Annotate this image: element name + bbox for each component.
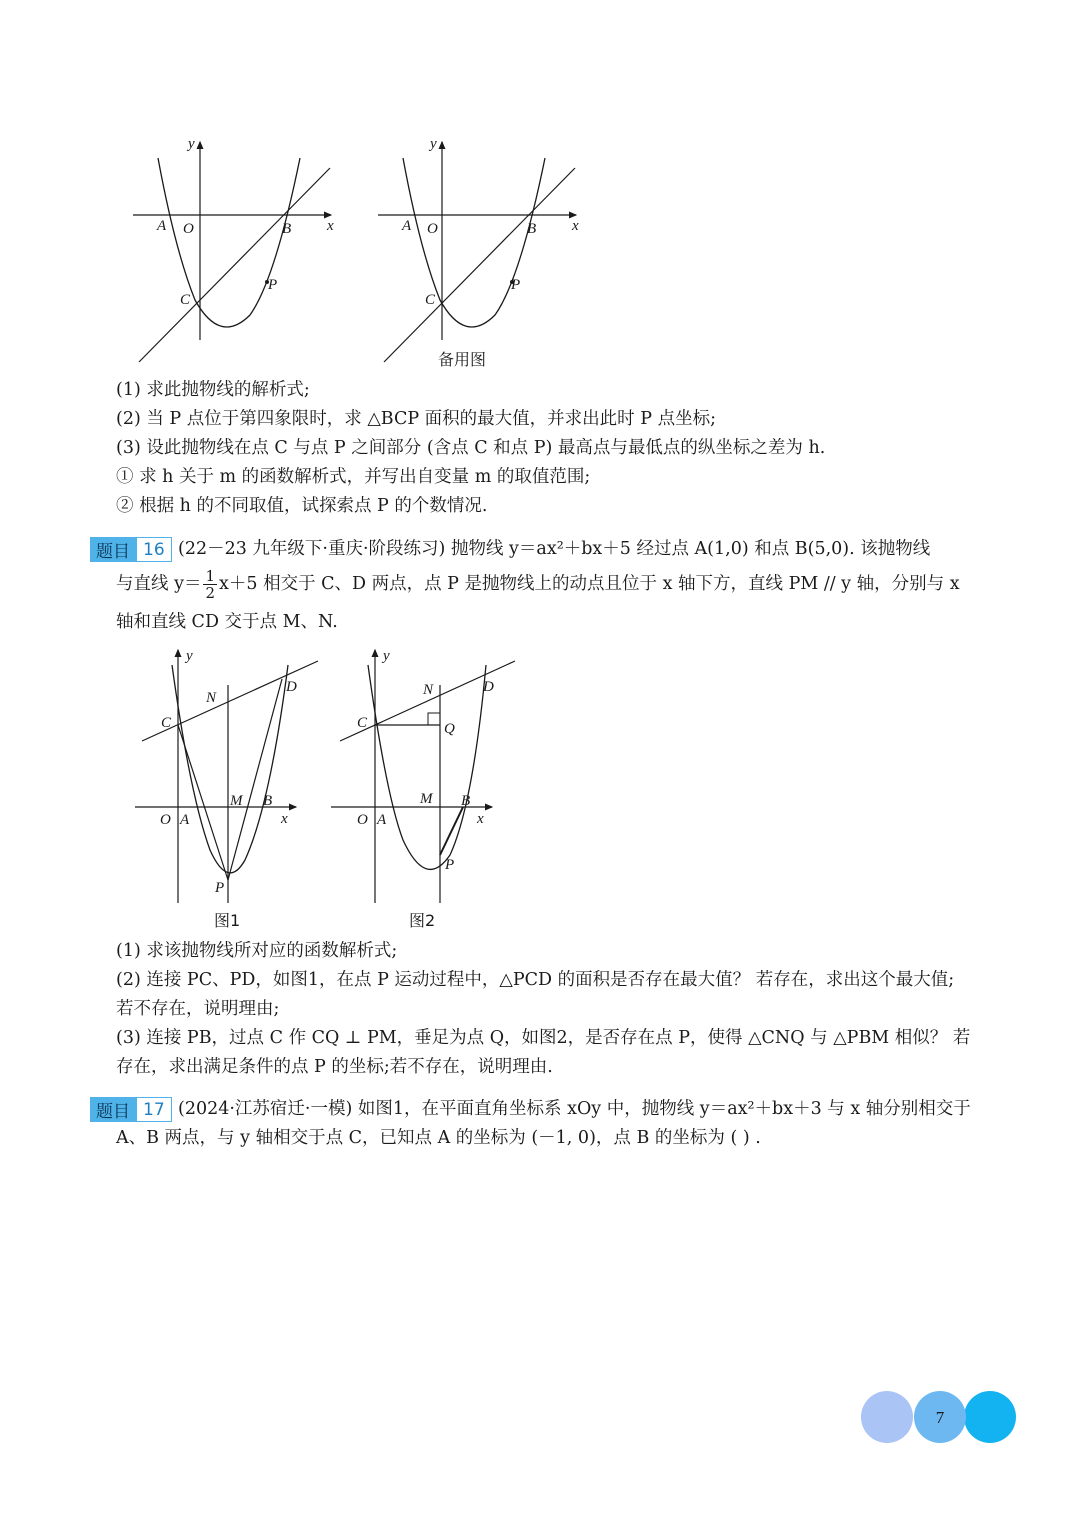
q15-item-1: (1) 求此抛物线的解析式;: [116, 380, 310, 400]
q15-item-3-1: ① 求 h 关于 m 的函数解析式，并写出自变量 m 的取值范围;: [116, 467, 591, 487]
label-P: P: [215, 880, 225, 896]
tag-number: 16: [136, 537, 172, 562]
label-Q: Q: [444, 721, 455, 737]
label-M: M: [420, 791, 433, 807]
label-P: P: [445, 857, 455, 873]
label-O: O: [427, 221, 438, 237]
label-x: x: [477, 811, 484, 827]
page-number: 7: [935, 1408, 945, 1427]
fraction-one-half: [203, 568, 217, 601]
label-D: D: [286, 679, 297, 695]
q16-item-2: (2) 连接 PC、PD，如图1，在点 P 运动过程中，△PCD 的面积是否存在最大值？ 若存在，求出这个最大值;: [116, 970, 955, 990]
q16-stem-line2-a: 与直线 y＝: [116, 574, 202, 594]
label-B: B: [461, 793, 471, 809]
label-M: M: [230, 793, 243, 809]
label-O: O: [183, 221, 194, 237]
q16-item-2-cont: 若不存在，说明理由;: [116, 999, 280, 1019]
figure-2: [328, 645, 528, 935]
label-B: B: [282, 221, 292, 237]
label-y: y: [188, 136, 195, 152]
tag-number: 17: [136, 1097, 172, 1122]
label-x: x: [327, 218, 334, 234]
q17-line2: A、B 两点，与 y 轴相交于点 C，已知点 A 的坐标为 (－1, 0)，点 B 的坐标为 ( ) .: [116, 1128, 761, 1148]
label-P: P: [511, 277, 521, 293]
q16-item-3: (3) 连接 PB，过点 C 作 CQ ⊥ PM，垂足为点 Q，如图2，是否存在点 P，使得 △CNQ 与 △PBM 相似？ 若: [116, 1028, 971, 1048]
label-A: A: [402, 218, 412, 234]
tag-label: 题目: [90, 537, 136, 562]
q17-line1: (2024·江苏宿迁·一模) 如图1，在平面直角坐标系 xOy 中，抛物线 y＝ax²＋bx＋3 与 x 轴分别相交于: [178, 1099, 971, 1119]
page-number-badge: [860, 1390, 1020, 1444]
fraction-denominator: 2: [205, 584, 215, 602]
label-y: y: [430, 136, 437, 152]
label-D: D: [483, 679, 494, 695]
question-tag-17: [90, 1097, 172, 1122]
fraction-numerator: 1: [205, 567, 215, 585]
label-A: A: [180, 812, 190, 828]
label-B: B: [263, 793, 273, 809]
label-C: C: [180, 292, 191, 308]
label-x: x: [572, 218, 579, 234]
q16-stem-line3: 轴和直线 CD 交于点 M、N.: [116, 612, 338, 632]
label-A: A: [377, 812, 387, 828]
label-x: x: [281, 811, 288, 827]
label-y: y: [383, 648, 390, 664]
q16-item-1: (1) 求该抛物线所对应的函数解析式;: [116, 941, 398, 961]
label-O: O: [357, 812, 368, 828]
label-C: C: [161, 715, 172, 731]
label-C: C: [357, 715, 368, 731]
q15-item-3-2: ② 根据 h 的不同取值，试探索点 P 的个数情况.: [116, 496, 488, 516]
figure-caption: 备用图: [438, 350, 487, 369]
q16-item-3-cont: 存在，求出满足条件的点 P 的坐标;若不存在，说明理由.: [116, 1057, 553, 1077]
q15-item-2: (2) 当 P 点位于第四象限时，求 △BCP 面积的最大值，并求出此时 P 点坐标;: [116, 409, 716, 429]
question-tag-16: [90, 537, 172, 562]
q15-item-3: (3) 设此抛物线在点 C 与点 P 之间部分 (含点 C 和点 P) 最高点与最低点的纵坐标之差为 h.: [116, 438, 826, 458]
label-A: A: [157, 218, 167, 234]
figure-caption: 图1: [214, 911, 241, 930]
q16-stem-line1: (22－23 九年级下·重庆·阶段练习) 抛物线 y＝ax²＋bx＋5 经过点 A(1,0) 和点 B(5,0). 该抛物线: [178, 539, 931, 559]
q16-stem-line2: [116, 568, 996, 601]
label-O: O: [160, 812, 171, 828]
figure-1: [130, 645, 330, 935]
label-N: N: [423, 682, 434, 698]
label-B: B: [527, 221, 537, 237]
label-C: C: [425, 292, 436, 308]
q16-stem-line2-b: x＋5 相交于 C、D 两点，点 P 是抛物线上的动点且位于 x 轴下方，直线 PM // y 轴，分别与 x: [219, 574, 960, 594]
label-y: y: [186, 648, 193, 664]
label-P: P: [268, 277, 278, 293]
figure-main: [125, 130, 345, 370]
tag-label: 题目: [90, 1097, 136, 1122]
label-N: N: [206, 690, 217, 706]
figure-backup: [370, 130, 590, 370]
figure-caption: 图2: [409, 911, 436, 930]
